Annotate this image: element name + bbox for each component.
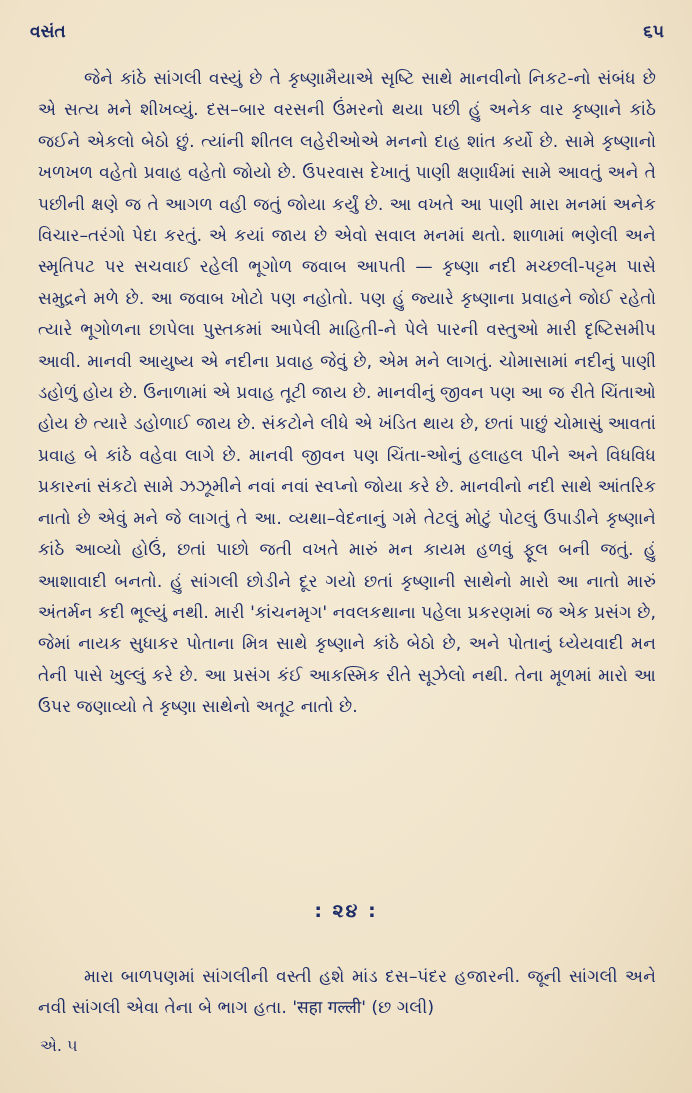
signature-mark: એ. ૫ bbox=[40, 1036, 78, 1055]
running-head-title: વસંત bbox=[30, 22, 66, 42]
section-number: : ૨૪ : bbox=[314, 900, 378, 922]
body-paragraph-2: મારા બાળપણમાં સાંગલીની વસ્તી હશે માંડ દસ–પંદર હજારની. જૂની સાંગલી અને નવી સાંગલી એવા તેના બે ભાગ હતા. 'सहा गल्ली' (છ ગલી) bbox=[38, 967, 656, 1019]
page-number: ૬૫ bbox=[643, 22, 664, 42]
body-paragraph-1: જેને કાંઠે સાંગલી વસ્યું છે તે કૃષ્ણામૈયાએ સૃષ્ટિ સાથે માનવીનો નિકટ-નો સંબંધ છે એ સત્ય મને શીખવ્યું. દસ–બાર વરસની ઉંમરનો થયા પછી હું અનેક વાર કૃષ્ણાને કાંઠે જઈને એકલો બેઠો છું. ત્યાંની શીતલ લહેરીઓએ મનનો દાહ શાંત કર્યો છે. સામે કૃષ્ણાનો ખળખળ વહેતો પ્રવાહ વહેતો જોયો છે. ઉપરવાસ દેખાતું પાણી ક્ષણાર્ધમાં સામે આવતું અને તે પછીની ક્ષણે જ તે આગળ વહી જતું જોયા કર્યું છે. આ વખતે આ પાણી મારા મનમાં અનેક વિચાર–તરંગો પેદા કરતું. એ કયાં જાય છે એવો સવાલ મનમાં થતો. શાળામાં ભણેલી અને સ્મૃતિપટ પર સચવાઈ રહેલી ભૂગોળ જવાબ આપતી — કૃષ્ણા નદી મચ્છલી-પટ્ટમ પાસે સમુદ્રને મળે છે. આ જવાબ ખોટો પણ નહોતો. પણ હું જ્યારે કૃષ્ણાના પ્રવાહને જોઈ રહેતો ત્યારે ભૂગોળના છાપેલા પુસ્તકમાં આપેલી માહિતી-ને પેલે પારની વસ્તુઓ મારી દૃષ્ટિસમીપ આવી. માનવી આયુષ્ય એ નદીના પ્રવાહ જેવું છે, એમ મને લાગતું. ચોમાસામાં નદીનું પાણી ડહોળું હોય છે. ઉનાળામાં એ પ્રવાહ તૂટી જાય છે. માનવીનું જીવન પણ આ જ રીતે ચિંતાઓ હોય છે ત્યારે ડહોળાઈ જાય છે. સંકટોને લીધે એ ખંડિત થાય છે, છતાં પાછું ચોમાસું આવતાં પ્રવાહ બે કાંઠે વહેવા લાગે છે. માનવી જીવન પણ ચિંતા-ઓનું હલાહલ પીને અને વિધવિધ પ્રકારનાં સંકટો સામે ઝઝૂમીને નવાં નવાં સ્વપ્નો જોયા કરે છે. માનવીનો નદી સાથે આંતરિક નાતો છે એવું મને જે લાગતું તે આ. વ્યથા–વેદનાનું ગમે તેટલું મોટું પોટલું ઉપાડીને કૃષ્ણાને કાંઠે આવ્યો હોઉં, છતાં પાછો જતી વખતે મારું મન કાયમ હળવું ફૂલ બની જતું. હું આશાવાદી બનતો. હું સાંગલી છોડીને દૂર ગયો છતાં કૃષ્ણાની સાથેનો મારો આ નાતો મારું અંતર્મન કદી ભૂલ્યું નથી. મારી 'કાંચનમૃગ' નવલકથાના પહેલા પ્રકરણમાં જ એક પ્રસંગ છે, જેમાં નાયક સુધાકર પોતાના મિત્ર સાથે કૃષ્ણાને કાંઠે બેઠો છે, અને પોતાનું ધ્યેયવાદી મન તેની પાસે ખુલ્લું કરે છે. આ પ્રસંગ કંઈ આકસ્મિક રીતે સૂઝેલો નથી. તેના મૂળમાં મારો આ ઉપર જણાવ્યો તે કૃષ્ણા સાથેનો અતૂટ નાતો છે. bbox=[38, 69, 656, 718]
running-head bbox=[30, 18, 664, 46]
